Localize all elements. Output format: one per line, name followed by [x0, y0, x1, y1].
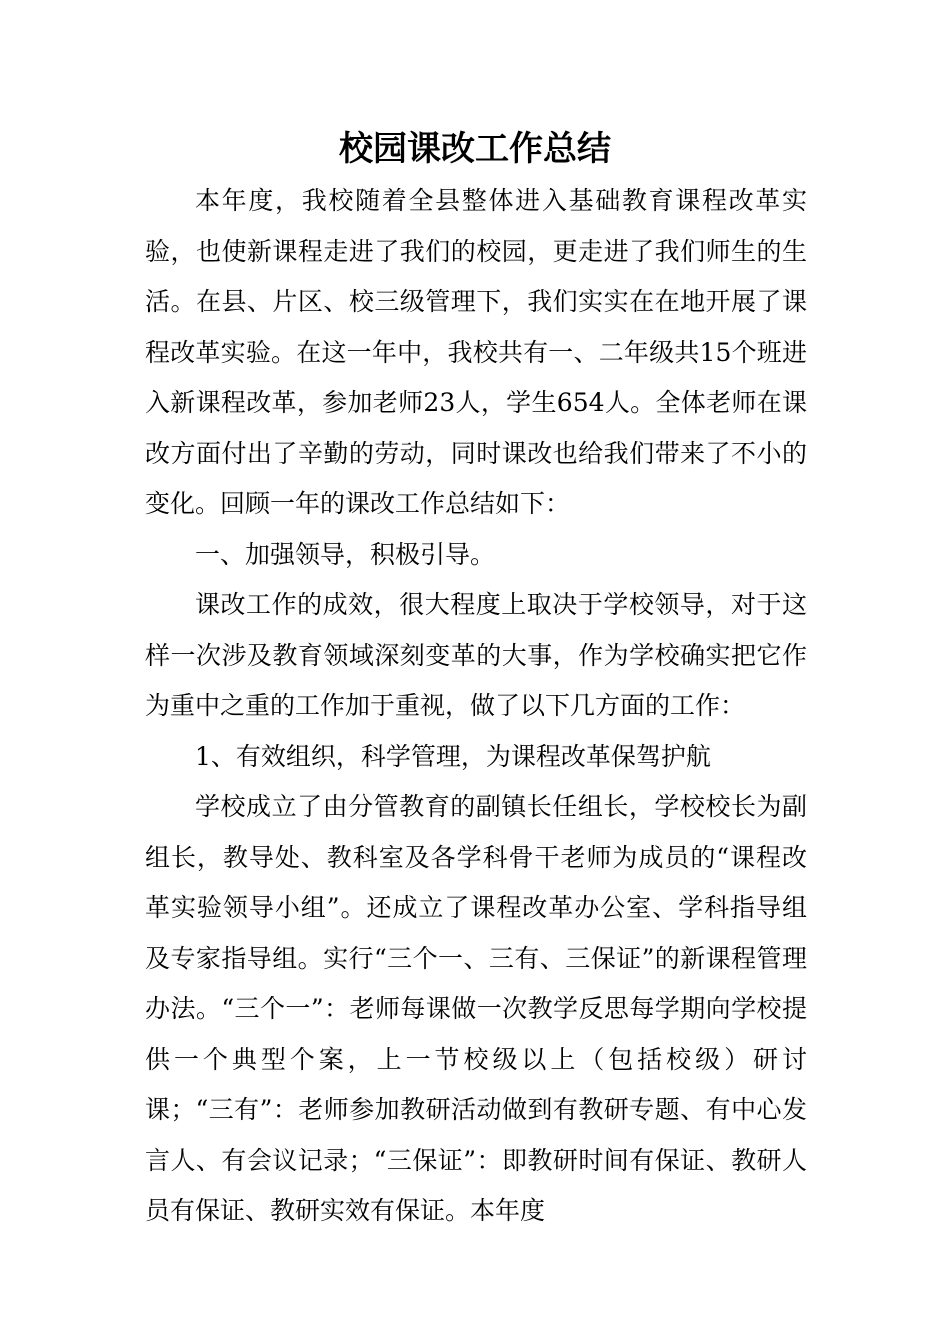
subsection-heading-1: 1、有效组织，科学管理，为课程改革保驾护航	[195, 741, 711, 771]
section-heading-1: 一、加强领导，积极引导。	[195, 539, 496, 569]
document-title: 校园课改工作总结	[339, 129, 611, 169]
paragraph-intro: 本年度，我校随着全县整体进入基础教育课程改革实验，也使新课程走进了我们的校园，更走进了我们师生的生活。在县、片区、校三级管理下，我们实实在在地开展了课程改革实验。在这一年中，我校共有一、二年级共15个班进入新课程改革，参加老师23人，学生654人。全体老师在课改方面付出了辛勤的劳动，同时课改也给我们带来了不小的变化。回顾一年的课改工作总结如下：	[145, 186, 807, 518]
paragraph-leadership: 课改工作的成效，很大程度上取决于学校领导，对于这样一次涉及教育领域深刻变革的大事，作为学校确实把它作为重中之重的工作加于重视，做了以下几方面的工作：	[145, 590, 807, 720]
paragraph-organization: 学校成立了由分管教育的副镇长任组长，学校校长为副组长，教导处、教科室及各学科骨干老师为成员的“课程改革实验领导小组”。还成立了课程改革办公室、学科指导组及专家指导组。实行“三个一、三有、三保证”的新课程管理办法。“三个一”：老师每课做一次教学反思每学期向学校提供一个典型个案，上一节校级以上（包括校级）研讨课；“三有”：老师参加教研活动做到有教研专题、有中心发言人、有会议记录；“三保证”：即教研时间有保证、教研人员有保证、教研实效有保证。本年度	[145, 792, 807, 1225]
document-body	[145, 176, 807, 1237]
